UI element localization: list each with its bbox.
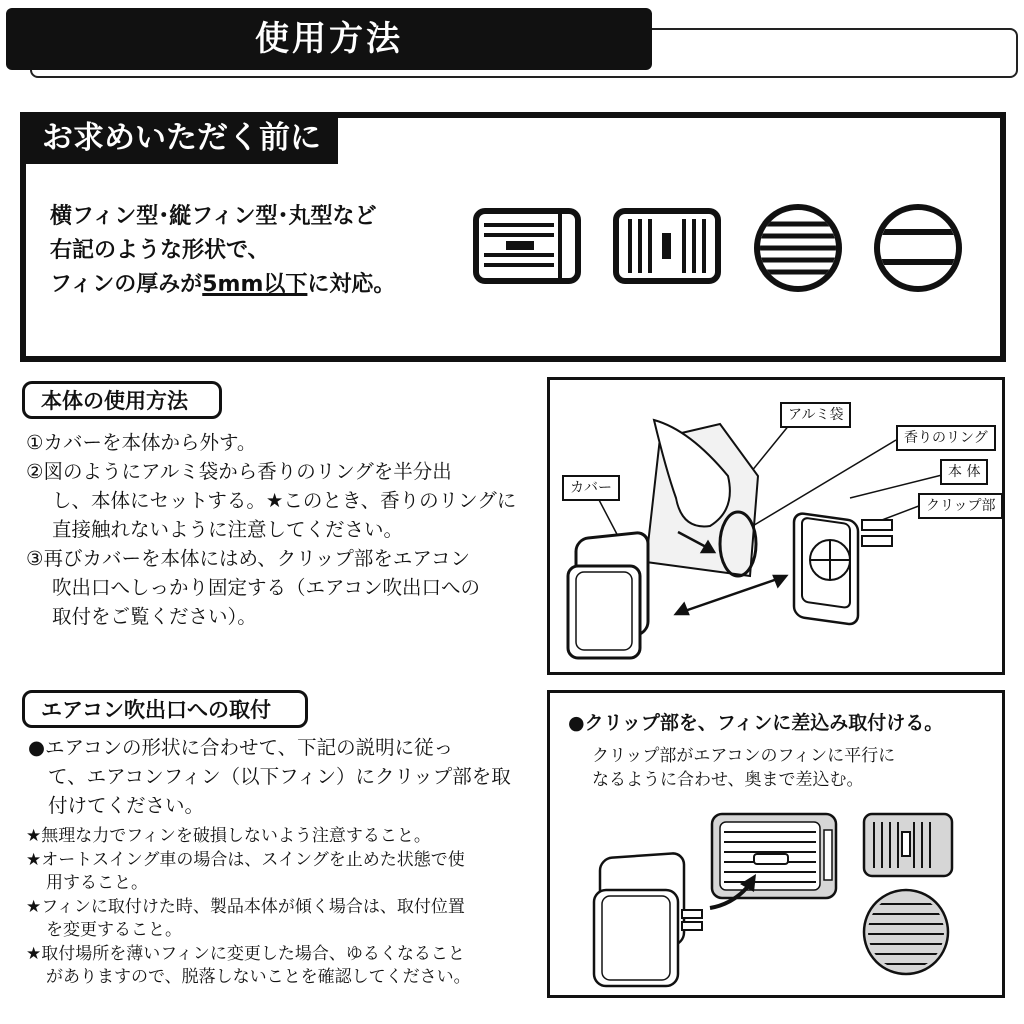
page-title: 使用方法 (255, 19, 403, 59)
instruction-line: 直接触れないように注意してください。 (52, 518, 404, 541)
label-fragrance-ring: 香りのリング (896, 425, 996, 451)
instruction-line: 取付をご覧ください）。 (52, 605, 257, 628)
compat-line-2: 右記のような形状で、 (50, 238, 270, 263)
label-alumi-bag: アルミ袋 (780, 402, 851, 428)
before-purchase-tab: お求めいただく前に (20, 112, 338, 164)
note-line: を変更すること。 (46, 920, 182, 940)
label-clip: クリップ部 (918, 493, 1003, 519)
round-fin-vent-icon (752, 202, 844, 294)
vertical-fin-vent-icon (610, 205, 725, 285)
compat-line-3-post: に対応。 (307, 272, 396, 297)
note-line: 用すること。 (46, 873, 148, 893)
assembly-illustration (550, 380, 1002, 672)
compat-line-3-pre: フィンの厚みが (50, 272, 203, 297)
instruction-line: て、エアコンフィン（以下フィン）にクリップ部を取 (48, 765, 511, 788)
mounting-instructions (28, 733, 540, 820)
vent-mounting-illustration (550, 800, 1002, 995)
compat-line-1: 横フィン型･縦フィン型･丸型など (50, 204, 377, 229)
instruction-line: し、本体にセットする。★このとき、香りのリングに (52, 489, 517, 512)
body-usage-heading: 本体の使用方法 (22, 381, 222, 419)
clip-insertion-heading: ●クリップ部を、フィンに差込み取付ける。 (568, 712, 944, 734)
body-usage-instructions (26, 428, 538, 631)
round-wide-fin-vent-icon (872, 202, 964, 294)
instruction-line: ①カバーを本体から外す。 (26, 431, 257, 454)
instruction-line: 吹出口へしっかり固定する（エアコン吹出口への (52, 576, 481, 599)
compat-line-3 (50, 268, 470, 302)
label-cover: カバー (562, 475, 620, 501)
mounting-notes (26, 825, 538, 990)
thickness-highlight: 5mm以下 (202, 272, 308, 297)
clip-insertion-text (592, 744, 895, 792)
mounting-heading: エアコン吹出口への取付 (22, 690, 308, 728)
instruction-line: ②図のようにアルミ袋から香りのリングを半分出 (26, 460, 452, 483)
horizontal-fin-vent-icon (470, 205, 585, 285)
instruction-line: ③再びカバーを本体にはめ、クリップ部をエアコン (26, 547, 470, 570)
label-main-body: 本 体 (940, 459, 988, 485)
note-line: ★無理な力でフィンを破損しないよう注意すること。 (26, 826, 431, 846)
clip-insertion-line-1: クリップ部がエアコンのフィンに平行に (592, 746, 896, 766)
compatibility-text (50, 200, 470, 302)
instruction-line: 付けてください。 (48, 794, 205, 817)
note-line: ★フィンに取付けた時、製品本体が傾く場合は、取付位置 (26, 896, 465, 917)
clip-insertion-line-2: なるように合わせ、奥まで差込む。 (592, 770, 864, 790)
note-line: ★オートスイング車の場合は、スイングを止めた状態で使 (26, 849, 465, 870)
instruction-line: ●エアコンの形状に合わせて、下記の説明に従っ (28, 736, 454, 759)
note-line: ★取付場所を薄いフィンに変更した場合、ゆるくなること (26, 943, 465, 964)
note-line: がありますので、脱落しないことを確認してください。 (46, 967, 471, 987)
